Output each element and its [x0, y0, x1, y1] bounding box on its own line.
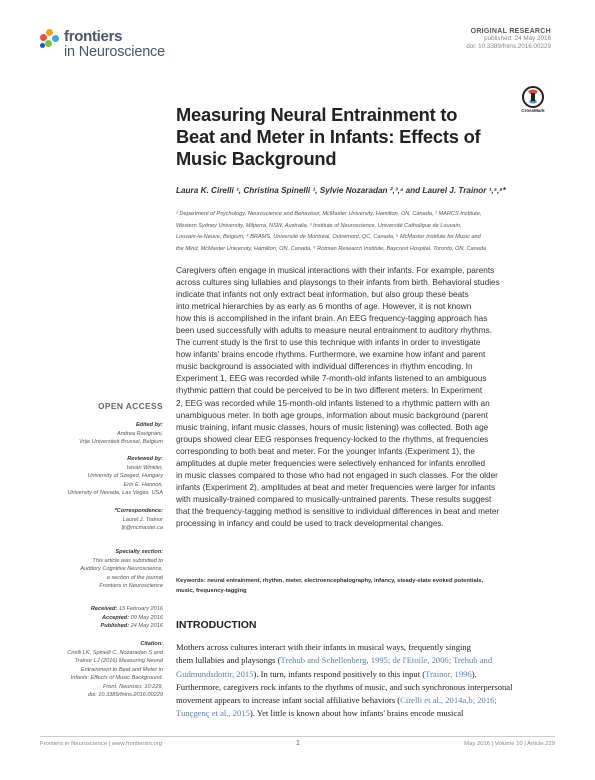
- correspondence-name: Laurel J. Trainor: [122, 516, 163, 523]
- editor-name: Andrea Ravignani,: [116, 430, 163, 437]
- affiliation-line: Louvain-la-Neuve, Belgium, ⁴ BRAMS, Université de Montréal, Outremont, QC, Canada, ⁵ McMaster Institute for Music and: [176, 234, 481, 240]
- reviewer-line: István Winkler,: [126, 464, 163, 471]
- frontiers-logo-icon: [40, 29, 60, 49]
- section-heading: INTRODUCTION: [176, 619, 257, 631]
- abstract-line: The current study is the first to use this technique with infants in order to investigate: [176, 338, 481, 348]
- intro-line: [176, 707, 550, 720]
- citation-label: Citation:: [140, 641, 163, 647]
- abstract-line: music background is associated with individual differences in rhythm encoding. In: [176, 362, 473, 372]
- affiliations: [176, 209, 556, 255]
- footer-journal[interactable]: Frontiers in Neuroscience | www.frontiersin.org: [40, 741, 163, 747]
- published-label: Published:: [100, 623, 130, 629]
- keywords-label: Keywords:: [176, 578, 206, 584]
- specialty-line: Frontiers in Neuroscience: [99, 583, 163, 589]
- citation-line: Entrainment to Beat and Meter in: [80, 666, 163, 673]
- abstract-line: rhythmic pattern that could be perceived to be in two different meters. In Experiment: [176, 386, 483, 396]
- accepted-label: Accepted:: [102, 614, 130, 621]
- intro-paragraph: [176, 641, 550, 721]
- abstract-line: into metrical hierarchies by as early as 6 months of age. However, it is not known: [176, 302, 472, 312]
- accepted-date: 09 May 2016: [130, 614, 163, 621]
- abstract-line: in music classes compared to those who had not engaged in such classes. For the older: [176, 470, 498, 480]
- intro-text: ). Yet little is known about how infants' brains encode musical: [249, 708, 464, 719]
- citation-link[interactable]: Gudmundsdottir, 2015: [176, 668, 254, 679]
- article-type: ORIGINAL RESEARCH: [470, 28, 551, 35]
- abstract-line: unambiguous meter. In both age groups, information about music background (parent: [176, 410, 488, 420]
- title-line: Measuring Neural Entrainment to: [176, 104, 458, 125]
- specialty-section: [13, 548, 163, 591]
- citation-line: Trainor LJ (2016) Measuring Neural: [74, 658, 163, 664]
- citation: [13, 640, 163, 700]
- intro-line: [176, 668, 550, 681]
- received-date: 15 February 2016: [118, 606, 163, 612]
- dates: [13, 605, 163, 631]
- citation-line: Cirelli LK, Spinelli C, Nozaradan S and: [67, 649, 163, 656]
- specialty-line: a section of the journal: [106, 574, 163, 581]
- open-access-label: OPEN ACCESS: [97, 401, 163, 411]
- intro-text: ). In turn, infants respond positively to this input (: [253, 668, 426, 679]
- received-label: Received:: [90, 606, 118, 612]
- published-date: published: 24 May 2016: [484, 35, 551, 42]
- abstract-line: across cultures sing lullabies and playsongs to their infants from birth. Behavioral studies: [176, 278, 500, 288]
- abstract-line: groups showed clear EEG responses frequency-locked to the rhythms, at frequencies: [176, 434, 489, 444]
- citation-line: Front. Neurosci. 10:229.: [102, 683, 163, 690]
- abstract: [176, 265, 550, 530]
- page-number: 1: [296, 740, 300, 747]
- title-line: Music Background: [176, 148, 337, 169]
- reviewer-line: University of Nevada, Las Vegas, USA: [67, 490, 163, 496]
- specialty-line: This article was submitted to: [92, 557, 163, 564]
- reviewer-line: Erin E. Hannon,: [123, 481, 163, 488]
- footer-divider: [40, 736, 555, 737]
- logo-text-journal: in Neuroscience: [64, 44, 165, 60]
- abstract-line: indicate that infants not only extract beat information, but also group these beats: [176, 290, 469, 300]
- crossmark-label: CrossMark: [521, 108, 545, 113]
- abstract-line: with musically-trained compared to musically-untrained parents. These results suggest: [176, 494, 492, 504]
- logo-text-frontiers: frontiers: [64, 28, 123, 45]
- abstract-line: amplitudes at duple meter frequencies were selectively enhanced for infants enrolled: [176, 458, 486, 468]
- reviewed-by: [13, 455, 163, 498]
- crossmark-badge[interactable]: [518, 85, 548, 115]
- abstract-line: been used successfully with adults to measure neural entrainment to auditory rhythms.: [176, 326, 492, 336]
- intro-text: them lullabies and playsongs (: [176, 655, 281, 666]
- reviewed-by-label: Reviewed by:: [127, 456, 163, 462]
- correspondence: [13, 507, 163, 533]
- intro-line: [176, 694, 550, 707]
- abstract-line: processing in infancy and could be used to track developmental changes.: [176, 518, 444, 528]
- edited-by-label: Edited by:: [135, 422, 163, 428]
- abstract-line: that the frequency-tagging method is sensitive to individual differences in beat and meter: [176, 506, 500, 516]
- citation-line: Infants: Effects of Music Background.: [70, 675, 163, 681]
- editor-affiliation: Vrije Universiteit Brussel, Belgium: [79, 439, 163, 445]
- article-title: [176, 104, 516, 170]
- keywords-text: neural entrainment, rhythm, meter, electroencephalography, infancy, steady-state evoked potentials,: [207, 578, 484, 584]
- abstract-line: 2, EEG was recorded while 15-month-old infants listened to a rhythmic pattern with an: [176, 398, 490, 408]
- edited-by: [13, 421, 163, 447]
- intro-text: movement appears to increase infant social affiliative behaviors (: [176, 695, 401, 706]
- abstract-line: infants (Experiment 2), amplitudes at beat and meter frequencies were larger for infants: [176, 482, 496, 492]
- affiliation-line: Western Sydney University, Milperra, NSW, Australia, ³ Institute of Neuroscience, Université Catholique de Louvain,: [176, 222, 462, 229]
- reviewer-line: University of Szeged, Hungary: [87, 473, 163, 479]
- citation-link[interactable]: Trehub and Schellenberg, 1995; de l'Etoile, 2006; Trehub and: [280, 655, 493, 666]
- title-line: Beat and Meter in Infants: Effects of: [176, 126, 481, 147]
- affiliation-line: the Mind, McMaster University, Hamilton, ON, Canada, ⁶ Rotman Research Institute, Baycrest Hospital, Toronto, ON, Canada: [176, 245, 487, 252]
- citation-link[interactable]: Trainor, 1996: [425, 668, 472, 679]
- citation-line[interactable]: doi: 10.3389/fnins.2016.00229: [87, 692, 163, 698]
- abstract-line: how infants' brains encode rhythms. Furthermore, we examine how infant and parent: [176, 350, 486, 360]
- keywords-text: music, frequency-tagging: [176, 587, 247, 594]
- doi[interactable]: doi: 10.3389/fnins.2016.00229: [466, 43, 551, 51]
- article-meta: [466, 28, 551, 52]
- published-date-sidebar: 24 May 2016: [130, 623, 163, 629]
- footer-volume: May 2016 | Volume 10 | Article 229: [464, 741, 555, 747]
- specialty-line: Auditory Cognitive Neuroscience,: [80, 566, 163, 572]
- intro-text: ).: [471, 668, 477, 679]
- intro-line: Mothers across cultures interact with their infants in musical ways, frequently singing: [176, 642, 471, 652]
- abstract-line: music training, infant music classes, hours of music listening) was collected. Both age: [176, 422, 489, 432]
- correspondence-label: *Correspondence:: [114, 508, 163, 514]
- author-list: Laura K. Cirelli ¹, Christina Spinelli ¹, Sylvie Nozaradan ²,³,⁴ and Laurel J. Trainor ¹,⁵,⁶*: [176, 186, 506, 195]
- citation-link[interactable]: Cirelli et al., 2014a,b; 2016;: [400, 695, 497, 706]
- abstract-line: Caregivers often engage in musical interactions with their infants. For example, parents: [176, 266, 495, 275]
- abstract-line: how this is accomplished in the infant brain. An EEG frequency-tagging approach has: [176, 314, 488, 324]
- affiliation-line: ¹ Department of Psychology, Neuroscience and Behaviour, McMaster University, Hamilton, ON, Canada, ² MARCS Institute,: [176, 211, 482, 217]
- intro-line: Furthermore, caregivers rock infants to the rhythms of music, and such synchronous interpersonal: [176, 681, 513, 692]
- journal-logo: [40, 27, 220, 63]
- correspondence-email[interactable]: ljt@mcmaster.ca: [121, 525, 163, 531]
- intro-line: [176, 654, 550, 667]
- citation-link[interactable]: Tunçgenç et al., 2015: [176, 708, 250, 719]
- specialty-label: Specialty section:: [115, 549, 163, 555]
- abstract-line: corresponding to both beat and meter. For the younger infants (Experiment 1), the: [176, 446, 476, 456]
- keywords: [176, 577, 550, 596]
- abstract-line: Experiment 1, EEG was recorded while 7-month-old infants listened to an ambiguous: [176, 374, 487, 384]
